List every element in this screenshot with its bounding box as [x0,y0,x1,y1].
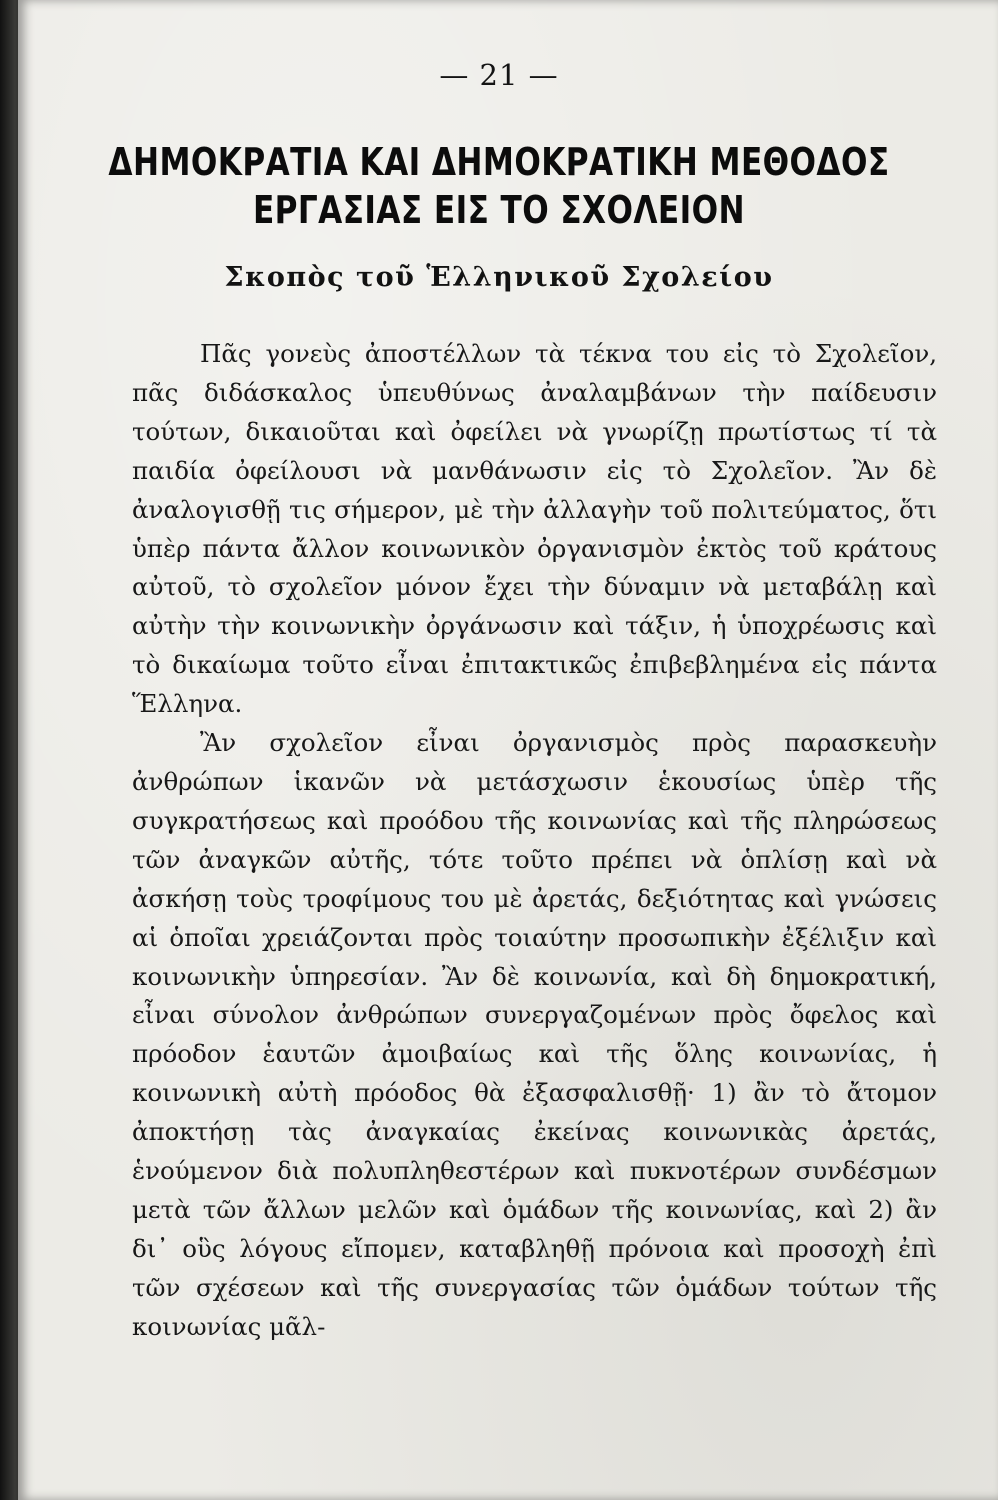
section-subtitle: Σκοπὸς τοῦ Ἑλληνικοῦ Σχολείου [224,262,774,293]
paragraph-2: Ἂν σχολεῖον εἶναι ὀργανισμὸς πρὸς παρασκευὴν ἀνθρώπων ἱκανῶν νὰ μετάσχωσιν ἑκουσίως ὑπὲρ τῆς συγκρατήσεως καὶ προόδου τῆς κοινωνίας καὶ τῆς πληρώσεως τῶν ἀναγκῶν αὐτῆς, τότε τοῦτο πρέπει νὰ ὁπλίσῃ καὶ νὰ ἀσκήσῃ τοὺς τροφίμους του μὲ ἀρετάς, δεξιότητας καὶ γνώσεις αἱ ὁποῖαι χρειάζονται πρὸς τοιαύτην προσωπικὴν ἐξέλιξιν καὶ κοινωνικὴν ὑπηρεσίαν. Ἂν δὲ κοινωνία, καὶ δὴ δημοκρατική, εἶναι σύνολον ἀνθρώπων συνεργαζομένων πρὸς ὄφελος καὶ πρόοδον ἑαυτῶν ἀμοιβαίως καὶ τῆς ὅλης κοινωνίας, ἡ κοινωνικὴ αὐτὴ πρόοδος θὰ ἐξασφαλισθῇ· 1) ἂν τὸ ἄτομον ἀποκτήσῃ τὰς ἀναγκαίας ἐκείνας κοινωνικὰς ἀρετάς, ἑνούμενον διὰ πολυπληθεστέρων καὶ πυκνοτέρων συνδέσμων μετὰ τῶν ἄλλων μελῶν καὶ ὁμάδων τῆς κοινωνίας, καὶ 2) ἂν δι᾽ οὓς λόγους εἴπομεν, καταβληθῇ πρόνοια καὶ προσοχὴ ἐπὶ τῶν σχέσεων καὶ τῆς συνεργασίας τῶν ὁμάδων τούτων τῆς κοινωνίας μᾶλ- [132,728,937,1341]
chapter-title-line-2: ΕΡΓΑΣΙΑΣ ΕΙΣ ΤΟ ΣΧΟΛΕΙΟΝ [252,188,746,232]
body-text [132,335,937,1385]
page-number: — 21 — [439,58,559,92]
chapter-title-line-1: ΔΗΜΟΚΡΑΤΙΑ ΚΑΙ ΔΗΜΟΚΡΑΤΙΚΗ ΜΕΘΟΔΟΣ [108,140,890,184]
paragraph-1: Πᾶς γονεὺς ἀποστέλλων τὰ τέκνα του εἰς τὸ Σχολεῖον, πᾶς διδάσκαλος ὑπευθύνως ἀναλαμβάνων τὴν παίδευσιν τούτων, δικαιοῦται καὶ ὀφείλει νὰ γνωρίζῃ πρωτίστως τί τὰ παιδία ὀφείλουσι νὰ μανθάνωσιν εἰς τὸ Σχολεῖον. Ἂν δὲ ἀναλογισθῇ τις σήμερον, μὲ τὴν ἀλλαγὴν τοῦ πολιτεύματος, ὅτι ὑπὲρ πάντα ἄλλον κοινωνικὸν ὀργανισμὸν ἐκτὸς τοῦ κράτους αὐτοῦ, τὸ σχολεῖον μόνον ἔχει τὴν δύναμιν νὰ μεταβάλῃ καὶ αὐτὴν τὴν κοινωνικὴν ὀργάνωσιν καὶ τάξιν, ἡ ὑποχρέωσις καὶ τὸ δικαίωμα τοῦτο εἶναι ἐπιτακτικῶς ἐπιβεβλημένα εἰς πάντα Ἕλληνα. [132,339,937,719]
